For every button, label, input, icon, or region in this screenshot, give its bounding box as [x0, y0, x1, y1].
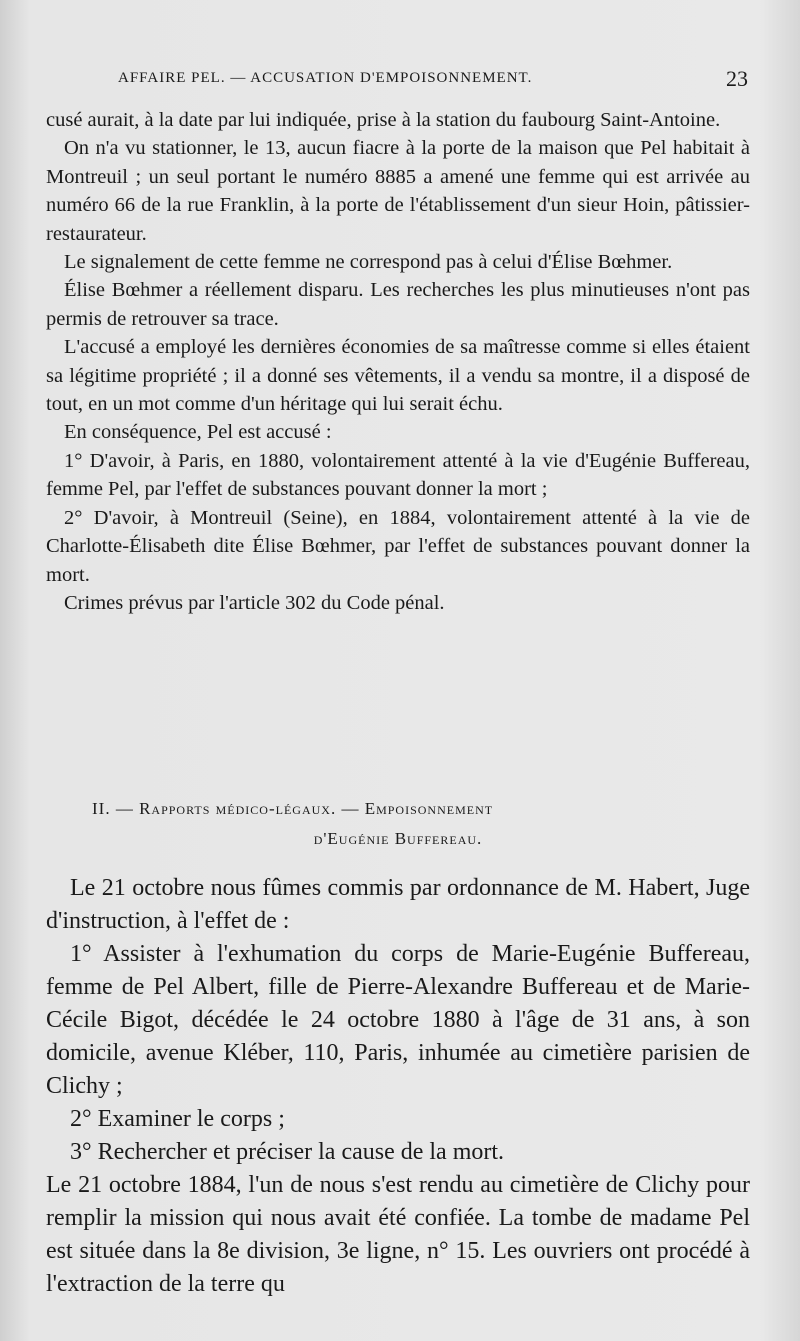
section-heading	[46, 794, 750, 854]
paragraph: En conséquence, Pel est accusé :	[64, 421, 332, 444]
paragraph: On n'a vu stationner, le 13, aucun fiacre à la porte de la maison que Pel habitait à Montreuil ; un seul portant le numéro 8885 a amené une femme qui est arrivée au numéro 66 de la rue Franklin, à la porte de l'établissement d'un sieur Hoin, pâtissier-restaurateur.	[46, 137, 750, 245]
paragraph: L'accusé a employé les dernières économies de sa maîtresse comme si elles étaient sa légitime propriété ; il a donné ses vêtements, il a vendu sa montre, il a disposé de tout, en un mot comme d'un héritage qui lui serait échu.	[46, 336, 750, 416]
section-heading-line1: II. — Rapports médico-légaux. — Empoisonnement	[92, 799, 494, 818]
paragraph: Le signalement de cette femme ne correspond pas à celui d'Élise Bœhmer.	[64, 251, 673, 274]
paragraph: 2° D'avoir, à Montreuil (Seine), en 1884, volontairement attenté à la vie de Charlotte-Élisabeth dite Élise Bœhmer, par l'effet de substances pouvant donner la mort.	[46, 506, 750, 586]
paragraph: Crimes prévus par l'article 302 du Code pénal.	[64, 591, 445, 614]
paragraph: cusé aurait, à la date par lui indiquée, prise à la station du faubourg Saint-Antoine.	[46, 109, 721, 131]
paragraph: 2° Examiner le corps ;	[70, 1106, 285, 1132]
paragraph: Le 21 octobre nous fûmes commis par ordonnance de M. Habert, Juge d'instruction, à l'effet de :	[46, 875, 750, 934]
paragraph: Élise Bœhmer a réellement disparu. Les recherches les plus minutieuses n'ont pas permis de retrouver sa trace.	[46, 279, 750, 330]
paragraph: 3° Rechercher et préciser la cause de la mort.	[70, 1139, 505, 1165]
body-text-part1	[46, 106, 750, 617]
body-text-part2	[46, 872, 750, 1301]
section-heading-line2: d'Eugénie Buffereau.	[313, 829, 483, 848]
running-header	[118, 66, 748, 91]
paragraph: 1° Assister à l'exhumation du corps de Marie-Eugénie Buffereau, femme de Pel Albert, fille de Pierre-Alexandre Buffereau et de Marie-Cécile Bigot, décédée le 24 octobre 1880 à l'âge de 31 ans, à son domicile, avenue Kléber, 110, Paris, inhumée au cimetière parisien de Clichy ;	[46, 941, 750, 1099]
paragraph: Le 21 octobre 1884, l'un de nous s'est rendu au cimetière de Clichy pour remplir la mission qui nous avait été confiée. La tombe de madame Pel est située dans la 8e division, 3e ligne, n° 15. Les ouvriers ont procédé à l'extraction de la terre qu	[46, 1172, 750, 1297]
page-number: 23	[726, 66, 748, 91]
paragraph: 1° D'avoir, à Paris, en 1880, volontairement attenté à la vie d'Eugénie Buffereau, femme Pel, par l'effet de substances pouvant donner la mort ;	[46, 449, 750, 501]
running-title: AFFAIRE PEL. — ACCUSATION D'EMPOISONNEMENT.	[118, 70, 533, 86]
